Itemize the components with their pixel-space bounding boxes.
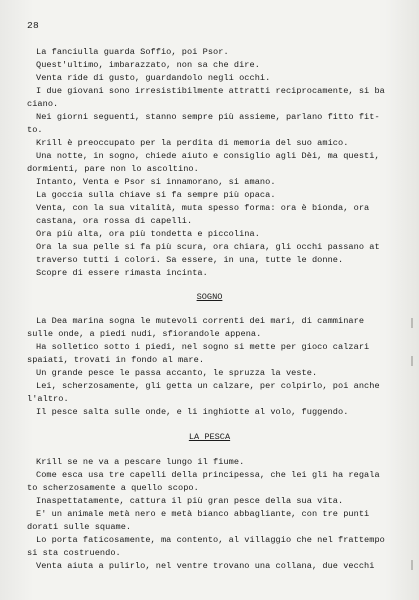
text-line: Venta aiuta a pulirlo, nel ventre trovano una collana, due vecchi	[36, 561, 375, 571]
text-line: sulle onde, a piedi nudi, sfiorandole appena.	[27, 329, 262, 339]
text-line: si sta costruendo.	[27, 548, 121, 558]
section-heading-la-pesca: LA PESCA	[188, 432, 231, 442]
margin-mark	[411, 318, 413, 328]
margin-mark	[411, 560, 413, 570]
text-line: I due giovani sono irresistibilmente attratti reciprocamente, si ba	[36, 86, 385, 96]
text-line: castana, ora rossa di capelli.	[36, 216, 193, 226]
text-line: Venta, con la sua vitalità, muta spesso forma: ora è bionda, ora	[36, 203, 370, 213]
text-line: Inaspettatamente, cattura il più gran pesce della sua vita.	[36, 496, 344, 506]
section-heading-sogno: SOGNO	[196, 292, 223, 302]
text-line: traverso tutti i colori. Sa essere, in una, tutte le donne.	[36, 255, 344, 265]
text-line: La Dea marina sogna le mutevoli correnti dei mari, di camminare	[36, 316, 365, 326]
text-line: Lei, scherzosamente, gli getta un calzare, per colpirlo, poi anche	[36, 381, 380, 391]
text-line: Venta ride di gusto, guardandolo negli occhi.	[36, 73, 271, 83]
text-line: to.	[27, 125, 43, 135]
text-line: Krill è preoccupato per la perdita di memoria del suo amico.	[36, 138, 349, 148]
text-line: Intanto, Venta e Psor si innamorano, si amano.	[36, 177, 276, 187]
text-line: E' un animale metà nero e metà bianco abbagliante, con tre punti	[36, 509, 370, 519]
text-line: Il pesce salta sulle onde, e li inghiotte al volo, fuggendo.	[36, 407, 349, 417]
margin-mark	[411, 356, 413, 366]
text-line: Una notte, in sogno, chiede aiuto e consiglio agli Dèi, ma questi,	[36, 151, 380, 161]
text-line: La fanciulla guarda Soffio, poi Psor.	[36, 47, 229, 57]
text-line: Quest'ultimo, imbarazzato, non sa che dire.	[36, 60, 260, 70]
text-line: Nei giorni seguenti, stanno sempre più assieme, parlano fitto fit-	[36, 112, 380, 122]
text-line: Ora la sua pelle si fa più scura, ora chiara, gli occhi passano at	[36, 242, 380, 252]
text-line: Lo porta faticosamente, ma contento, al villaggio che nel frattempo	[36, 535, 385, 545]
page-number: 28	[27, 20, 40, 31]
text-line: to scherzosamente a quello scopo.	[27, 483, 199, 493]
text-line: La goccia sulla chiave si fa sempre più opaca.	[36, 190, 276, 200]
text-line: Come esca usa tre capelli della principessa, che lei gli ha regala	[36, 470, 380, 480]
text-line: ciano.	[27, 99, 59, 109]
text-line: Krill se ne va a pescare lungo il fiume.	[36, 457, 245, 467]
text-line: Scopre di essere rimasta incinta.	[36, 268, 208, 278]
text-line: Ha solletico sotto i piedi, nel sogno si mette per gioco calzari	[36, 342, 370, 352]
text-line: l'altro.	[27, 394, 69, 404]
text-line: Ora più alta, ora più tondetta e piccolina.	[36, 229, 260, 239]
text-line: dormienti, pare non lo ascoltino.	[27, 164, 199, 174]
text-line: dorati sulle squame.	[27, 522, 132, 532]
text-line: spaiati, trovati in fondo al mare.	[27, 355, 205, 365]
text-line: Un grande pesce le passa accanto, le spruzza la veste.	[36, 368, 318, 378]
